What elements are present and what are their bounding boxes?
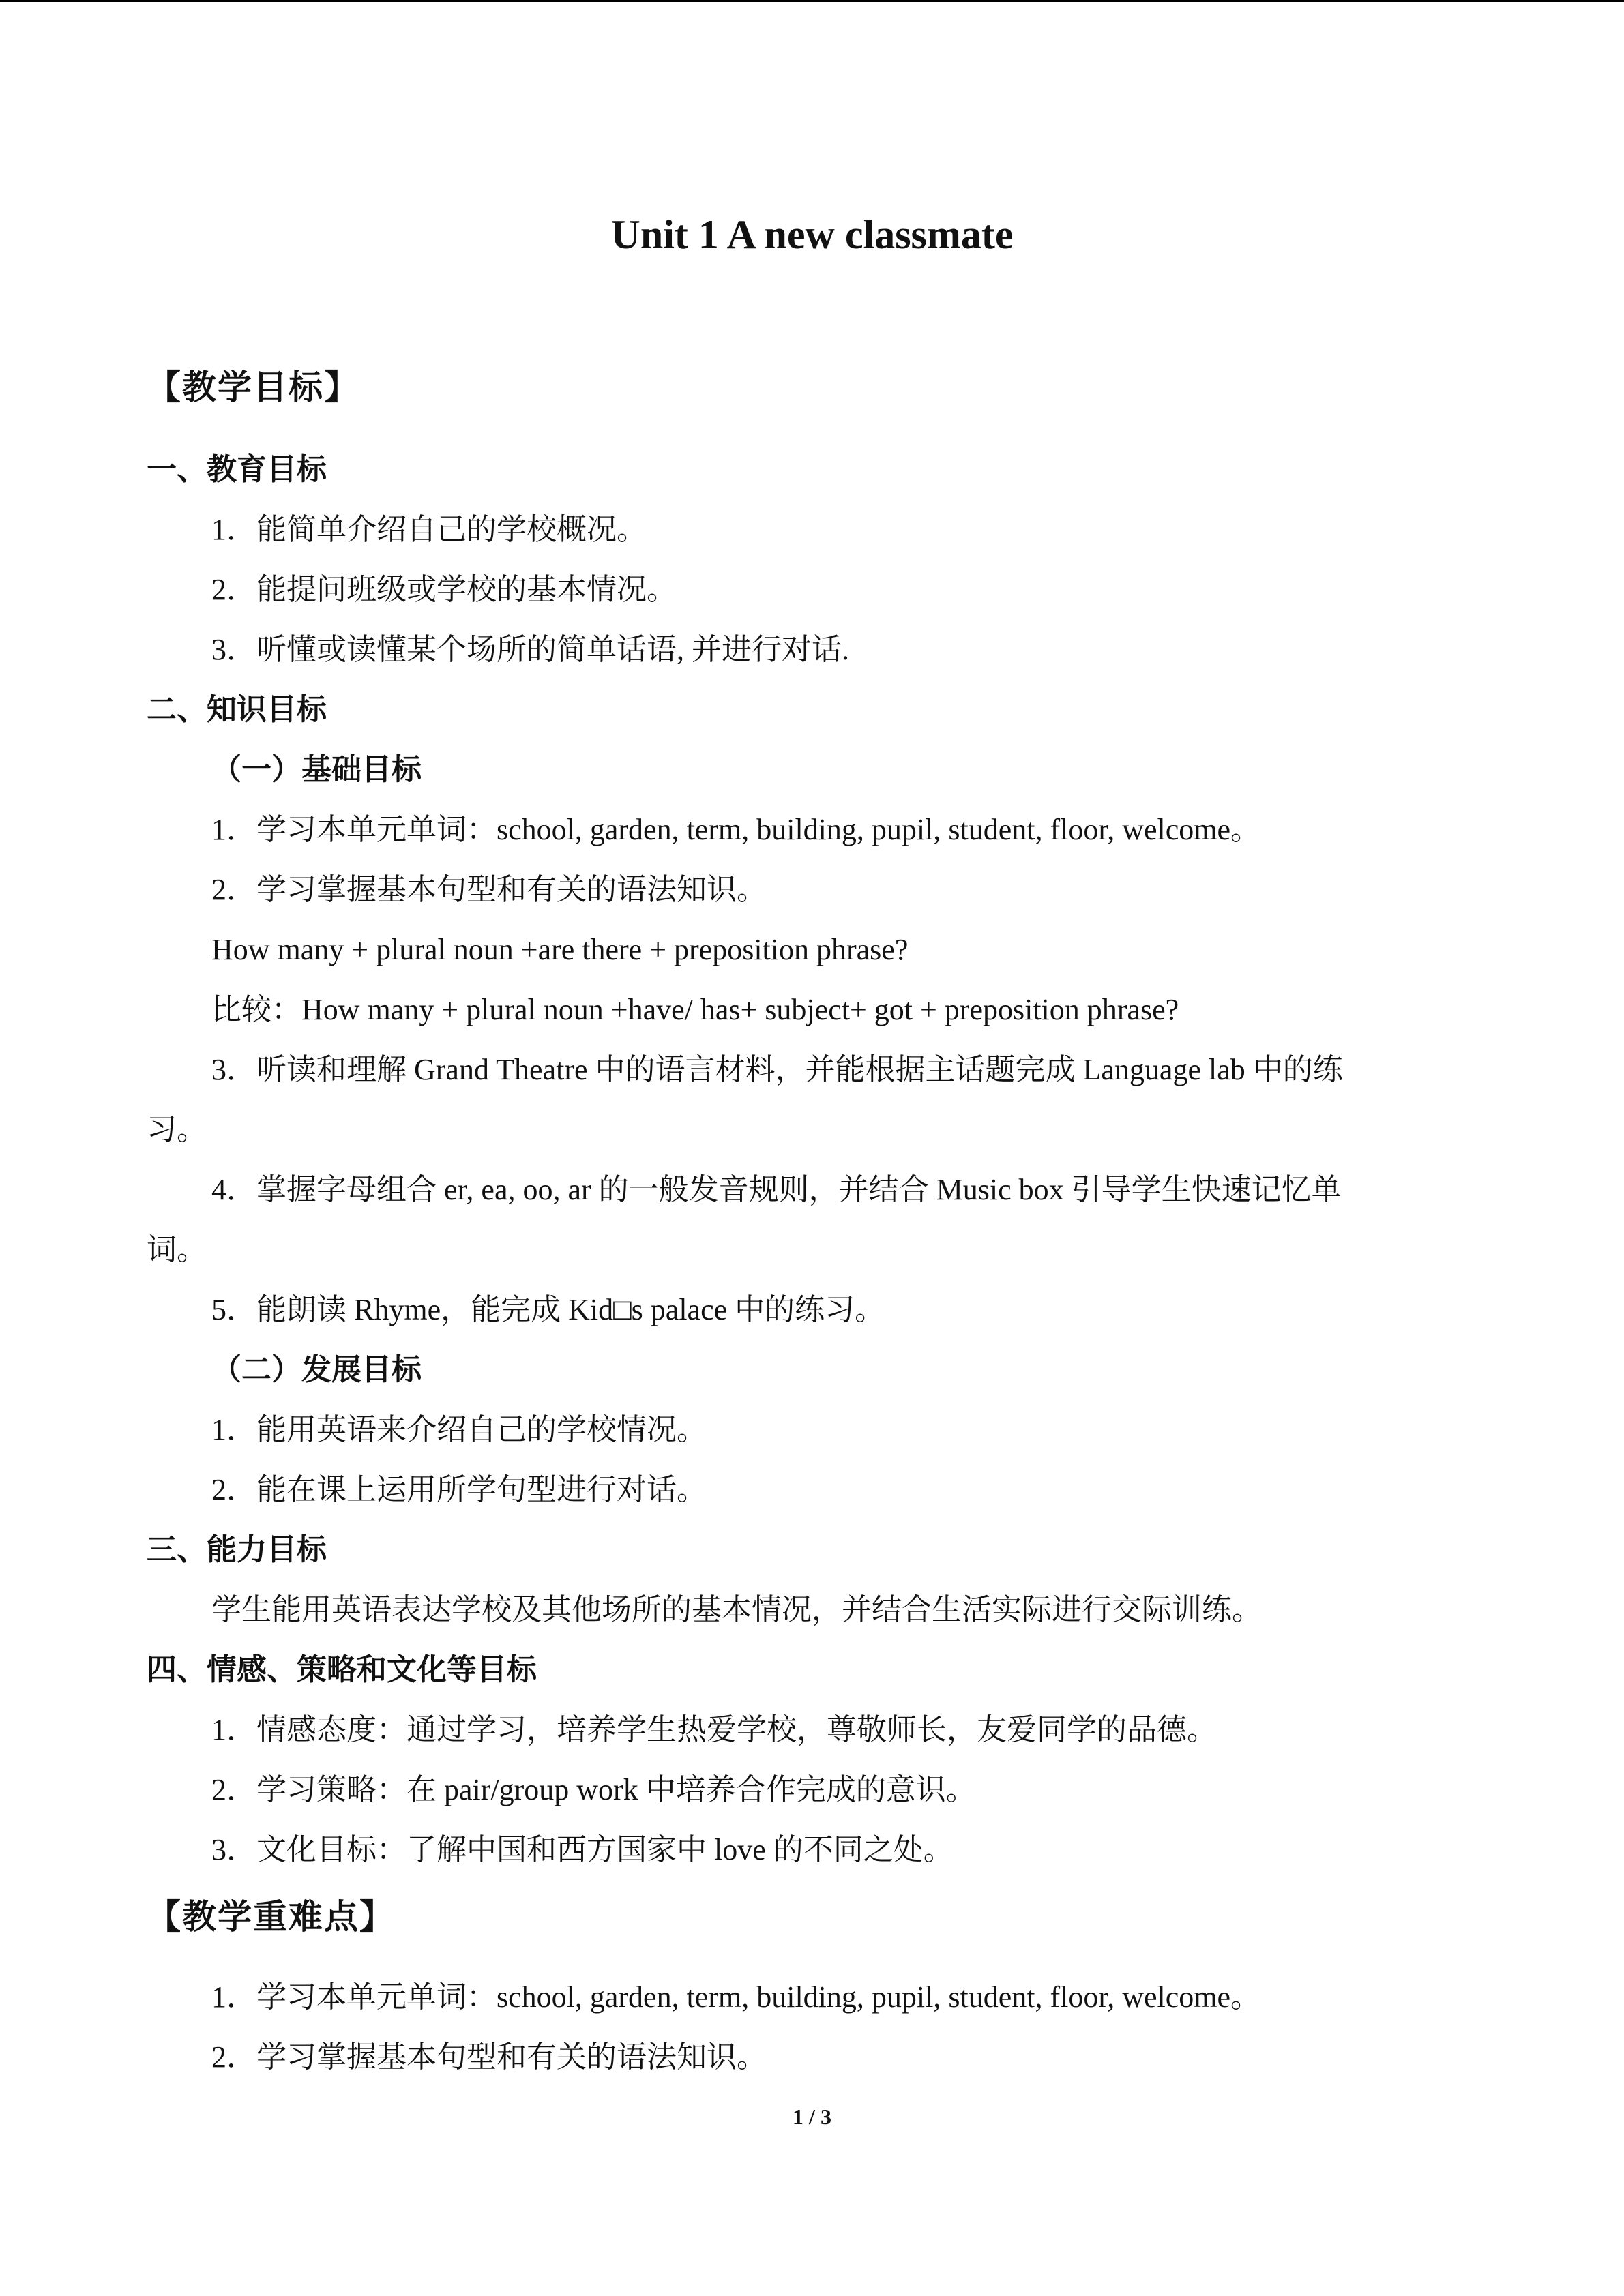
sentence-pattern-compare: 比较：How many + plural noun +have/ has+ subject+ got + preposition phrase? <box>211 993 1179 1026</box>
heading-basic-goals: （一）基础目标 <box>211 752 422 787</box>
basic-goal-item-4-line-2: 词。 <box>147 1233 207 1266</box>
education-goal-item-1: 1．能简单介绍自己的学校概况。 <box>211 513 647 546</box>
key-point-item-2: 2．学习掌握基本句型和有关的语法知识。 <box>211 2040 767 2074</box>
emotion-goal-item-1: 1．情感态度：通过学习，培养学生热爱学校，尊敬师长，友爱同学的品德。 <box>211 1713 1217 1746</box>
ability-goal-text: 学生能用英语表达学校及其他场所的基本情况，并结合生活实际进行交际训练。 <box>211 1593 1262 1626</box>
section-heading-teaching-goals: 【教学目标】 <box>147 368 359 407</box>
emotion-goal-item-2: 2．学习策略：在 pair/group work 中培养合作完成的意识。 <box>211 1773 976 1806</box>
development-goal-item-2: 2．能在课上运用所学句型进行对话。 <box>211 1473 707 1506</box>
key-point-item-1: 1．学习本单元单词：school, garden, term, building, pupil, student, floor, welcome。 <box>211 1980 1261 2014</box>
development-goal-item-1: 1．能用英语来介绍自己的学校情况。 <box>211 1413 707 1446</box>
basic-goal-item-2: 2．学习掌握基本句型和有关的语法知识。 <box>211 873 767 906</box>
basic-goal-item-3-line-1: 3．听读和理解 Grand Theatre 中的语言材料，并能根据主话题完成 Language lab 中的练 <box>211 1053 1343 1086</box>
education-goal-item-3: 3．听懂或读懂某个场所的简单话语, 并进行对话. <box>211 633 849 666</box>
basic-goal-item-1: 1．学习本单元单词：school, garden, term, building, pupil, student, floor, welcome。 <box>211 813 1261 846</box>
page-number: 1 / 3 <box>793 2104 831 2129</box>
education-goal-item-2: 2．能提问班级或学校的基本情况。 <box>211 573 677 606</box>
basic-goal-item-5: 5．能朗读 Rhyme，能完成 Kid□s palace 中的练习。 <box>211 1293 885 1326</box>
heading-emotion-strategy-culture-goals: 四、情感、策略和文化等目标 <box>147 1652 537 1687</box>
basic-goal-item-3-line-2: 习。 <box>147 1113 207 1146</box>
basic-goal-item-4-line-1: 4．掌握字母组合 er, ea, oo, ar 的一般发音规则，并结合 Music box 引导学生快速记忆单 <box>211 1173 1342 1206</box>
section-heading-key-points: 【教学重难点】 <box>147 1897 395 1937</box>
heading-education-goals: 一、教育目标 <box>147 452 327 487</box>
document-title: Unit 1 A new classmate <box>610 212 1014 257</box>
heading-knowledge-goals: 二、知识目标 <box>147 692 327 727</box>
emotion-goal-item-3: 3．文化目标：了解中国和西方国家中 love 的不同之处。 <box>211 1833 954 1866</box>
sentence-pattern: How many + plural noun +are there + preposition phrase? <box>211 933 909 966</box>
heading-ability-goals: 三、能力目标 <box>147 1532 327 1567</box>
heading-development-goals: （二）发展目标 <box>211 1352 422 1387</box>
